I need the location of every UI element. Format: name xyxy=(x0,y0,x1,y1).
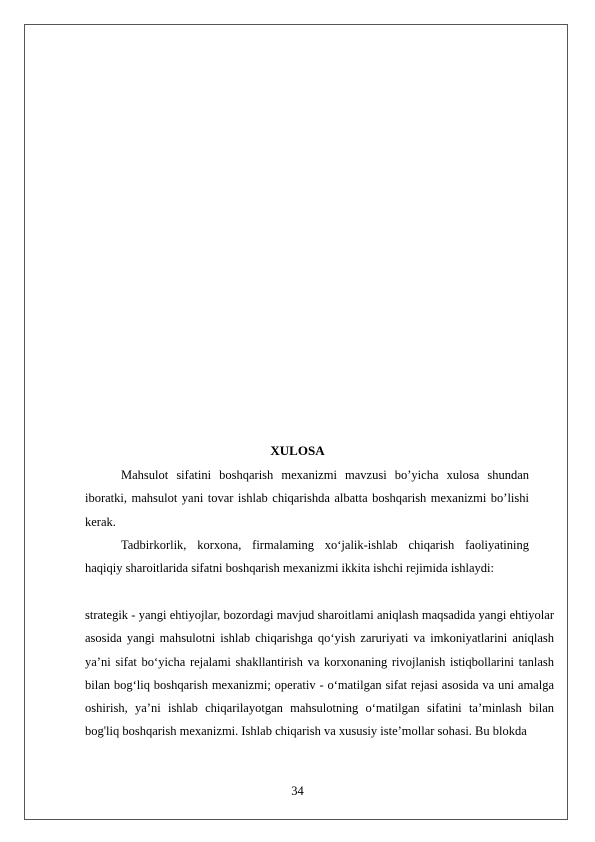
paragraph-conclusion-intro: Mahsulot sifatini boshqarish mexanizmi mavzusi bo’yicha xulosa shundan iboratki, mahsulot yani tovar ishlab chiqarishda albatta boshqarish mexanizmi bo’lishi kerak. xyxy=(85,468,529,529)
page-number: 34 xyxy=(291,784,304,798)
paragraph-working-modes: Tadbirkorlik, korxona, firmalaming xo‘jalik-ishlab chiqarish faoliyatining haqiqiy sharoitlarida sifatni boshqarish mexanizmi ikkita ishchi rejimida ishlaydi: xyxy=(85,538,529,576)
section-heading: XULOSA xyxy=(270,443,325,458)
paragraph-strategic-operative: strategik - yangi ehtiyojlar, bozordagi mavjud sharoitlami aniqlash maqsadida yangi ehtiyolar asosida yangi mahsulotni ishlab chiqarishga qo‘yish zaruriyati va imkoniyatlarini aniqlash ya’ni sifat bo‘yicha rejalami shakllantirish va korxonaning rivojlanish istiqbollarini tanlash bilan bog‘liq boshqarish mexanizmi; operativ - o‘matilgan sifat rejasi asosida va uni amalga oshirish, ya’ni ishlab chiqarilayotgan mahsulotning o‘matilgan sifatini ta’minlash bilan bog'liq boshqarish mexanizmi. Ishlab chiqarish va xususiy iste’mollar sohasi. Bu blokda xyxy=(85,608,554,739)
